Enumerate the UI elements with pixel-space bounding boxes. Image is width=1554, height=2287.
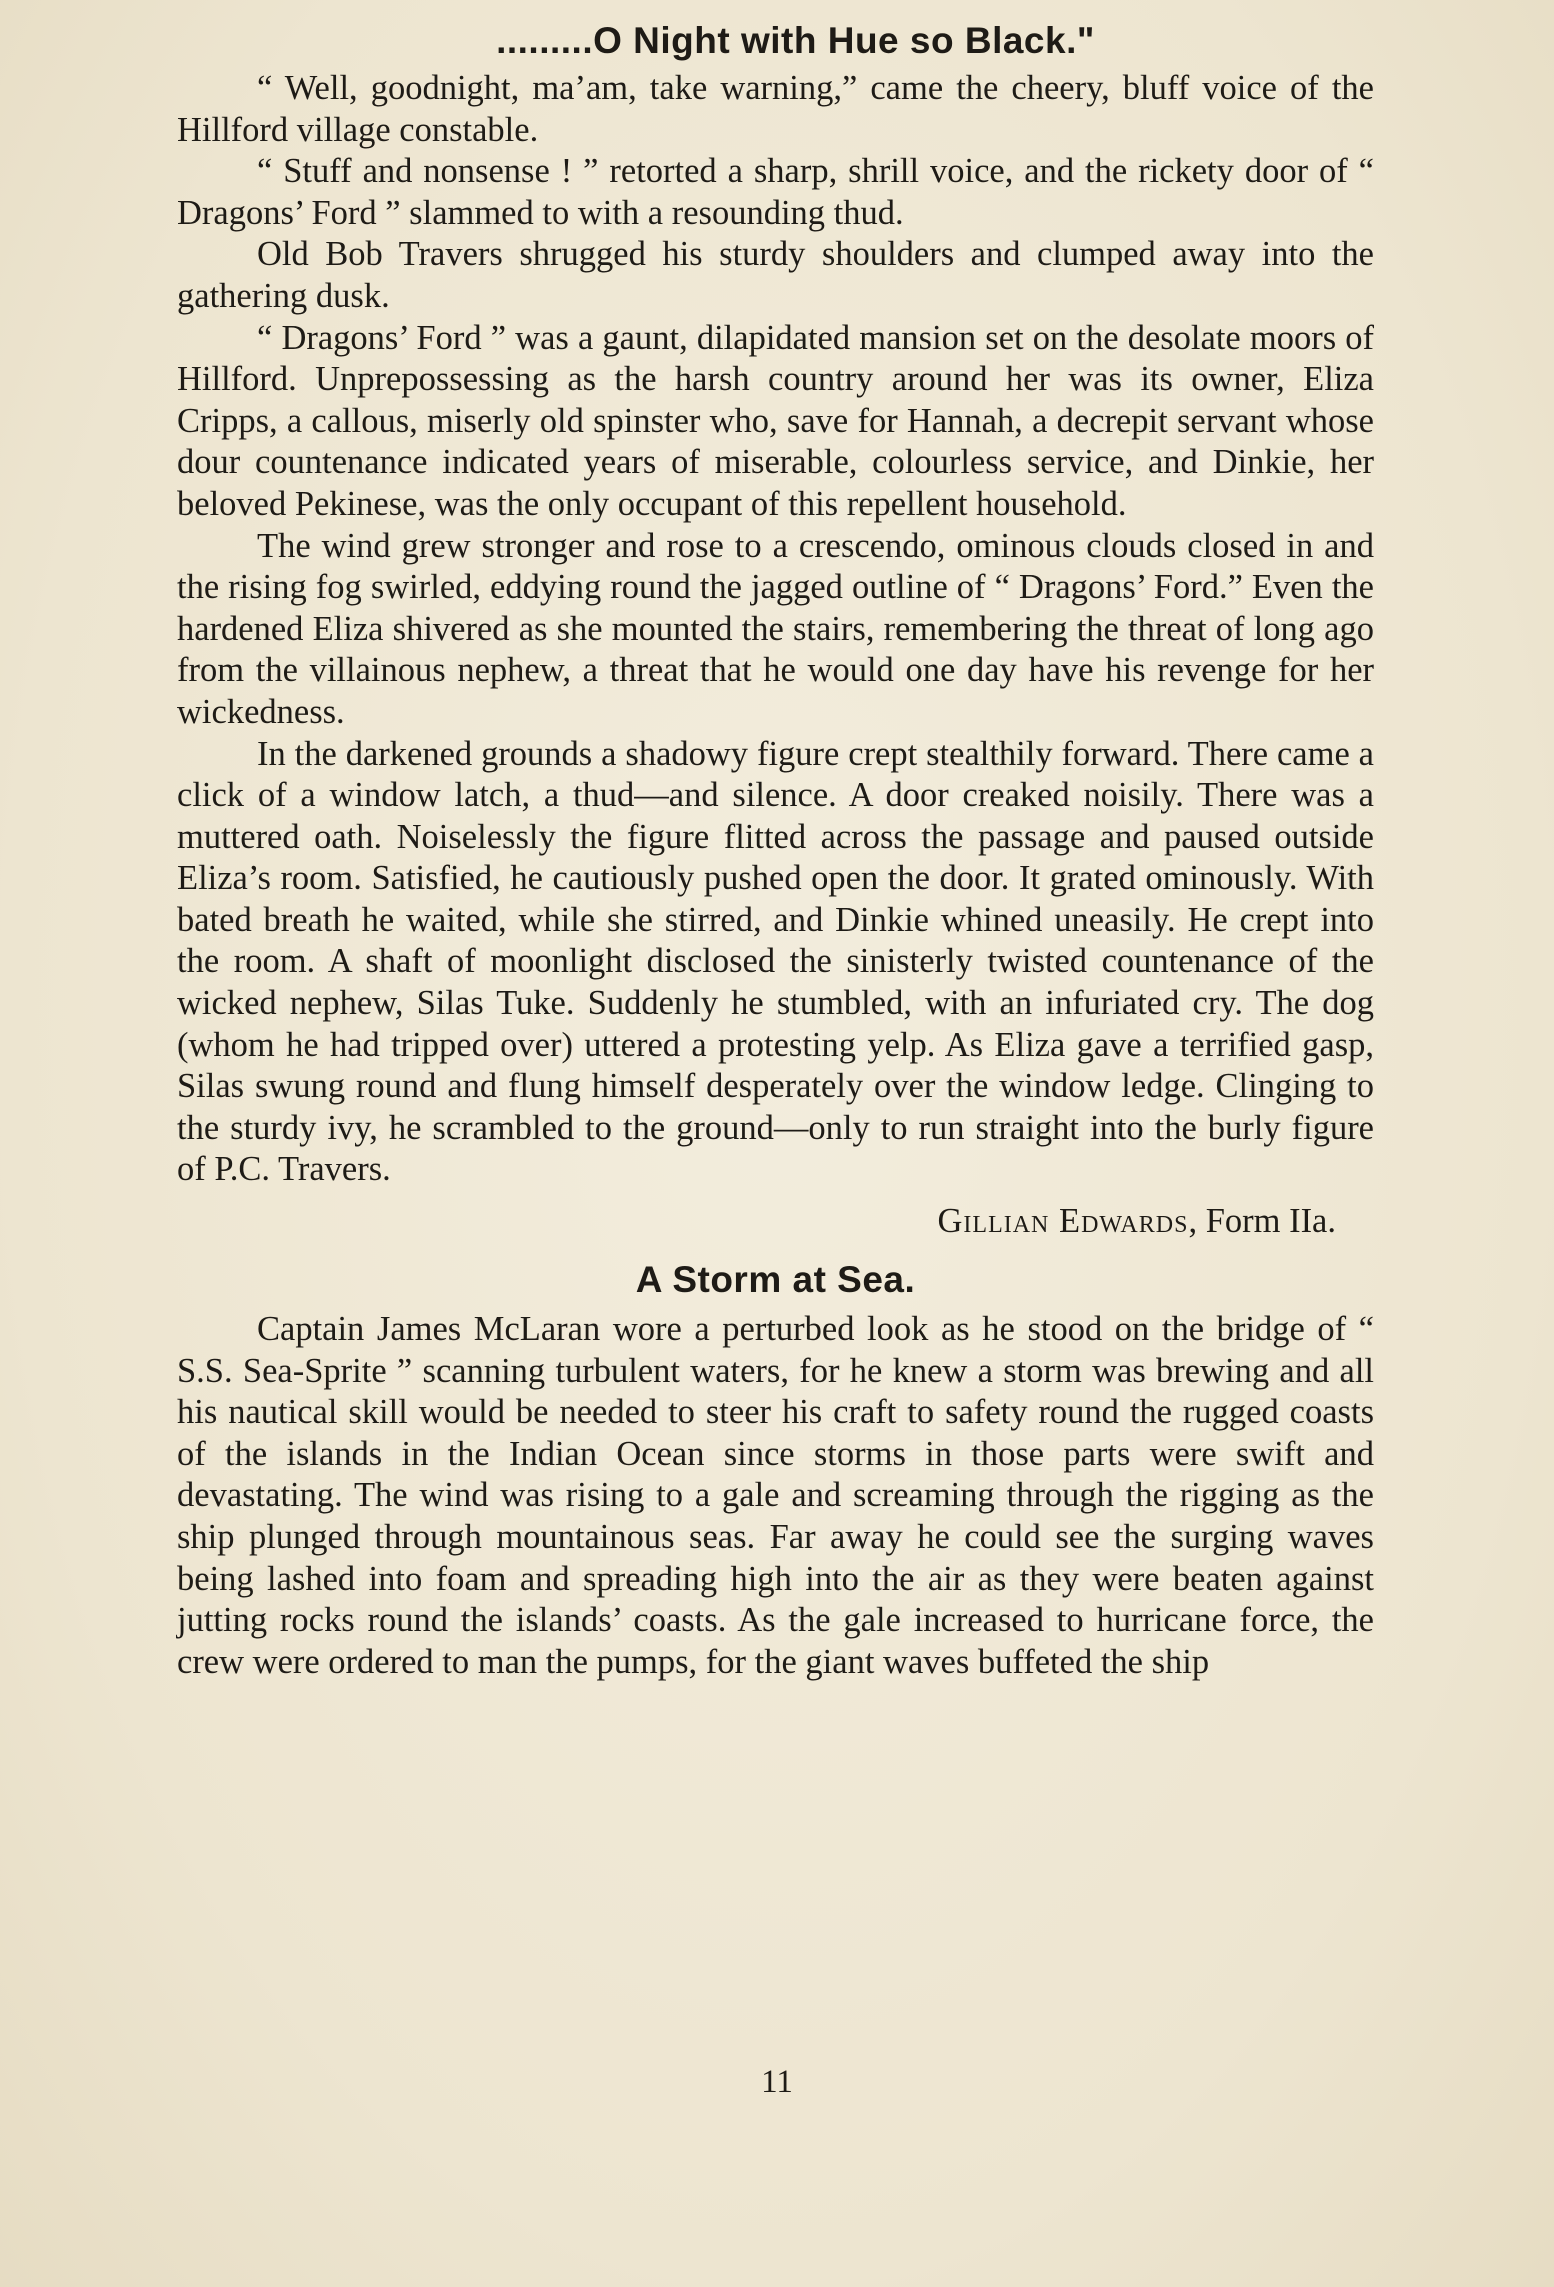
story-title: A Storm at Sea. — [635, 1259, 916, 1301]
paragraph: The wind grew stronger and rose to a crescendo, ominous clouds closed in and the rising fog swirled, eddying round the jagged outline of “ Dragons’ Ford.” Even the hardened Eliza shivered as she mounted the stairs, remembering the threat of long ago from the villainous nephew, a threat that he would one day have his revenge for her wickedness. — [177, 526, 1374, 731]
page-number: 11 — [761, 2064, 793, 2100]
paragraph: “ Stuff and nonsense ! ” retorted a sharp, shrill voice, and the rickety door of “ Dragons’ Ford ” slammed to with a resounding thud. — [177, 152, 1374, 232]
paragraph: Captain James McLaran wore a perturbed look as he stood on the bridge of “ S.S. Sea-Sprite ” scanning turbulent waters, for he knew a storm was brewing and all his nautical skill would be needed to steer his craft to safety round the rugged coasts of the islands in the Indian Ocean since storms in those parts were swift and devastating. The wind was rising to a gale and screaming through the rigging as the ship plunged through mountainous seas. Far away he could see the surging waves being lashed into foam and spreading high into the air as they were beaten against jutting rocks round the islands’ coasts. As the gale increased to hurricane force, the crew were ordered to man the pumps, for the giant waves buffeted the ship — [177, 1310, 1374, 1681]
story-body — [177, 1309, 1374, 1683]
story-body — [177, 68, 1374, 1191]
author-name: Gillian Edwards — [937, 1202, 1189, 1241]
page-content — [177, 14, 1374, 1683]
paragraph: Old Bob Travers shrugged his sturdy shoulders and clumped away into the gathering dusk. — [177, 235, 1374, 315]
paragraph: “ Dragons’ Ford ” was a gaunt, dilapidated mansion set on the desolate moors of Hillford. Unprepossessing as the harsh country around her was its owner, Eliza Cripps, a callous, miserly old spinster who, save for Hannah, a decrepit servant whose dour countenance indicated years of miserable, colourless service, and Dinkie, her beloved Pekinese, was the only occupant of this repellent household. — [177, 318, 1374, 523]
author-form: , Form IIa. — [1188, 1202, 1336, 1241]
story-title: .........O Night with Hue so Black." — [496, 20, 1095, 61]
paragraph: “ Well, goodnight, ma’am, take warning,” came the cheery, bluff voice of the Hillford village constable. — [177, 69, 1374, 149]
paragraph: In the darkened grounds a shadowy figure crept stealthily forward. There came a click of a window latch, a thud—and silence. A door creaked noisily. There was a muttered oath. Noiselessly the figure flitted across the passage and paused outside Eliza’s room. Satisfied, he cautiously pushed open the door. It grated ominously. With bated breath he waited, while she stirred, and Dinkie whined uneasily. He crept into the room. A shaft of moonlight disclosed the sinisterly twisted countenance of the wicked nephew, Silas Tuke. Suddenly he stumbled, with an infuriated cry. The dog (whom he had tripped over) uttered a protesting yelp. As Eliza gave a terrified gasp, Silas swung round and flung himself desperately over the window ledge. Clinging to the sturdy ivy, he scrambled to the ground—only to run straight into the burly figure of P.C. Travers. — [177, 734, 1374, 1189]
author-byline — [177, 1199, 1374, 1243]
